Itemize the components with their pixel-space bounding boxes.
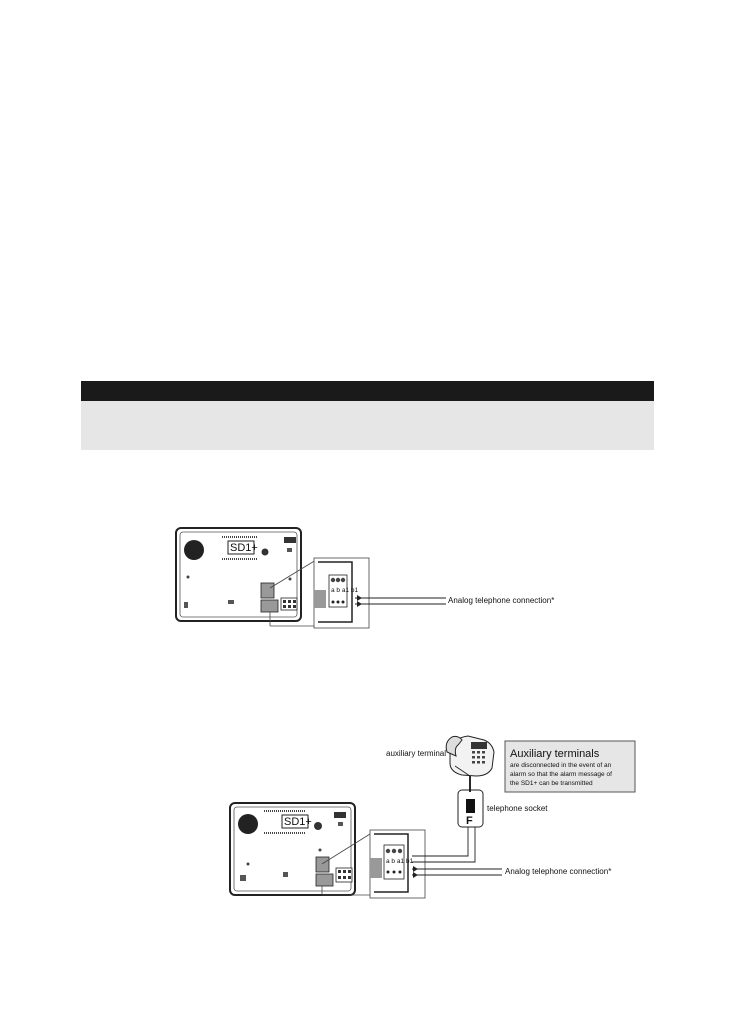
diagram-1 [176, 528, 554, 628]
svg-text:a b a1 b1: a b a1 b1 [331, 587, 359, 594]
info-box-line-3: the SD1+ can be transmitted [510, 780, 593, 787]
device-label: SD1+ [230, 542, 258, 554]
connection-label-2: Analog telephone connection* [505, 867, 612, 876]
svg-text:a b a1 b1: a b a1 b1 [386, 858, 414, 865]
info-box-line-1: are disconnected in the event of an [510, 762, 612, 769]
buzzer-icon-2 [238, 814, 258, 834]
telephone-icon [446, 736, 494, 776]
connection-label-1: Analog telephone connection* [448, 596, 555, 605]
diagram-2 [230, 736, 635, 898]
info-box-title: Auxiliary terminals [510, 748, 600, 760]
device-label-2: SD1+ [284, 816, 312, 828]
buzzer-icon [184, 540, 204, 560]
auxiliary-terminal-label: auxiliary terminal [386, 749, 447, 758]
info-box-line-2: alarm so that the alarm message of [510, 771, 612, 778]
telephone-socket-label: telephone socket [487, 804, 548, 813]
socket-letter: F [466, 815, 473, 827]
